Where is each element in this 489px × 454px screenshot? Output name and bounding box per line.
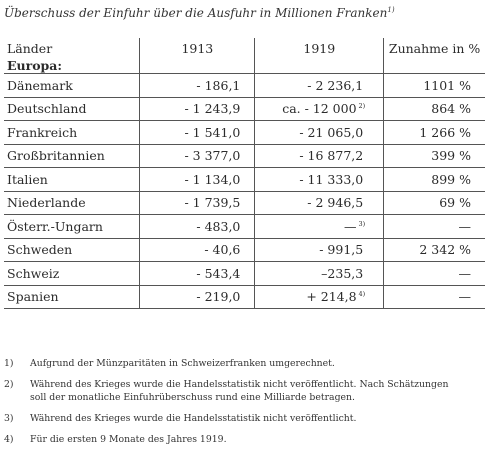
table-row [4,121,485,145]
cell-1919-value: + 214,8 [306,289,357,305]
cell-1919 [255,215,384,239]
cell-zunahme [384,144,485,168]
footnote-line: soll der monatliche Einfuhrüberschuss rund eine Milliarde betragen. [30,392,355,403]
footnote-text [30,412,485,425]
cell-zunahme-value: — [458,265,471,281]
footnote-number: 3) [4,413,14,424]
cell-1919 [255,238,384,262]
footnote-line: Für die ersten 9 Monate des Jahres 1919. [30,434,227,445]
footnote-mark: 2) [358,102,366,111]
footnote-line: Aufgrund der Münzparitäten in Schweizerfranken umgerechnet. [30,358,335,369]
footnote-text [30,378,485,404]
cell-land [4,121,140,145]
cell-zunahme-value: 399 % [431,148,471,164]
footnote-mark: 4) [358,290,366,299]
cell-zunahme [384,97,485,121]
group-label: Europa: [4,58,140,74]
cell-zunahme-value: — [458,218,471,234]
cell-zunahme [384,215,485,239]
cell-zunahme [384,74,485,98]
cell-1913 [140,144,255,168]
cell-zunahme-value: 864 % [431,101,471,117]
table-row [4,238,485,262]
footnote-number: 1) [4,358,14,369]
table-row [4,215,485,239]
footnote-number: 2) [4,379,14,390]
header-1913: 1913 [140,38,255,58]
cell-1913-value: - 483,0 [196,218,241,234]
cell-zunahme-value: 1 266 % [419,124,471,140]
cell-land [4,74,140,98]
cell-1919 [255,285,384,309]
cell-land [4,215,140,239]
cell-land [4,168,140,192]
table-row [4,97,485,121]
cell-1913-value: - 1 541,0 [184,124,241,140]
cell-1919 [255,168,384,192]
cell-1919 [255,74,384,98]
table-row [4,74,485,98]
cell-1913 [140,74,255,98]
cell-land-value: Deutschland [7,101,87,117]
cell-1913 [140,238,255,262]
footnote-text [30,357,485,370]
trade-balance-table [4,38,485,309]
cell-land-value: Frankreich [7,124,78,140]
cell-zunahme-value: 1101 % [423,77,471,93]
cell-1919-value: - 2 236,1 [307,77,364,93]
table-title-text: Überschuss der Einfuhr über die Ausfuhr in Millionen Franken [4,6,388,20]
header-zunahme: Zunahme in % [384,38,485,58]
cell-land-value: Schweden [7,242,73,258]
cell-1913 [140,121,255,145]
cell-land-value: Großbritannien [7,148,105,164]
cell-1913 [140,215,255,239]
cell-1913-value: - 219,0 [196,289,241,305]
cell-land-value: Dänemark [7,77,73,93]
table-body [4,74,485,309]
cell-1913 [140,168,255,192]
table-row [4,168,485,192]
cell-1919 [255,144,384,168]
cell-zunahme [384,121,485,145]
cell-1913-value: - 186,1 [196,77,241,93]
footnote [4,357,485,370]
cell-zunahme [384,191,485,215]
cell-1919-value: ca. - 12 000 [282,101,357,117]
cell-land-value: Italien [7,171,48,187]
cell-zunahme [384,238,485,262]
cell-zunahme-value: 69 % [439,195,471,211]
cell-1919 [255,121,384,145]
cell-1913-value: - 3 377,0 [184,148,241,164]
cell-1919-value: –235,3 [321,265,364,281]
cell-1919 [255,262,384,286]
footnote-number: 4) [4,434,14,445]
cell-land-value: Spanien [7,289,59,305]
cell-1913-value: - 1 243,9 [184,101,241,117]
cell-land-value: Niederlande [7,195,86,211]
cell-1919-value: - 2 946,5 [307,195,364,211]
cell-1919-value: - 991,5 [319,242,364,258]
group-row-europa [4,58,485,74]
cell-land [4,262,140,286]
cell-1919-value: — [344,218,357,234]
footnote-text [30,433,485,446]
cell-zunahme-value: 2 342 % [419,242,471,258]
cell-zunahme-value: 899 % [431,171,471,187]
cell-1913 [140,262,255,286]
cell-1913 [140,97,255,121]
cell-land [4,238,140,262]
footnote-mark: 3) [358,219,366,228]
cell-1919-value: - 16 877,2 [299,148,364,164]
table-row [4,191,485,215]
cell-1913-value: - 543,4 [196,265,241,281]
cell-land [4,97,140,121]
header-1919: 1919 [255,38,384,58]
cell-land [4,285,140,309]
title-footnote-mark: 1) [387,6,395,14]
cell-1913 [140,285,255,309]
cell-zunahme [384,262,485,286]
cell-1913-value: - 1 739,5 [184,195,241,211]
cell-1919-value: - 21 065,0 [299,124,364,140]
table-header-row [4,38,485,58]
cell-land-value: Österr.-Ungarn [7,218,103,234]
cell-1919-value: - 11 333,0 [299,171,364,187]
cell-land-value: Schweiz [7,265,60,281]
footnote-line: Während des Krieges wurde die Handelsstatistik nicht veröffentlicht. Nach Schätzungen [30,379,449,390]
cell-zunahme-value: — [458,289,471,305]
cell-zunahme [384,285,485,309]
cell-land [4,191,140,215]
footnote-line: Während des Krieges wurde die Handelsstatistik nicht veröffentlicht. [30,413,357,424]
cell-zunahme [384,168,485,192]
table-row [4,144,485,168]
table-title [4,6,395,20]
footnote [4,378,485,404]
cell-1919 [255,97,384,121]
cell-1913 [140,191,255,215]
cell-1913-value: - 1 134,0 [184,171,241,187]
header-laender: Länder [7,40,53,56]
cell-land [4,144,140,168]
table-row [4,262,485,286]
footnote [4,412,485,425]
footnotes [4,357,485,454]
cell-1913-value: - 40,6 [204,242,241,258]
footnote [4,433,485,446]
cell-1919 [255,191,384,215]
table-row [4,285,485,309]
